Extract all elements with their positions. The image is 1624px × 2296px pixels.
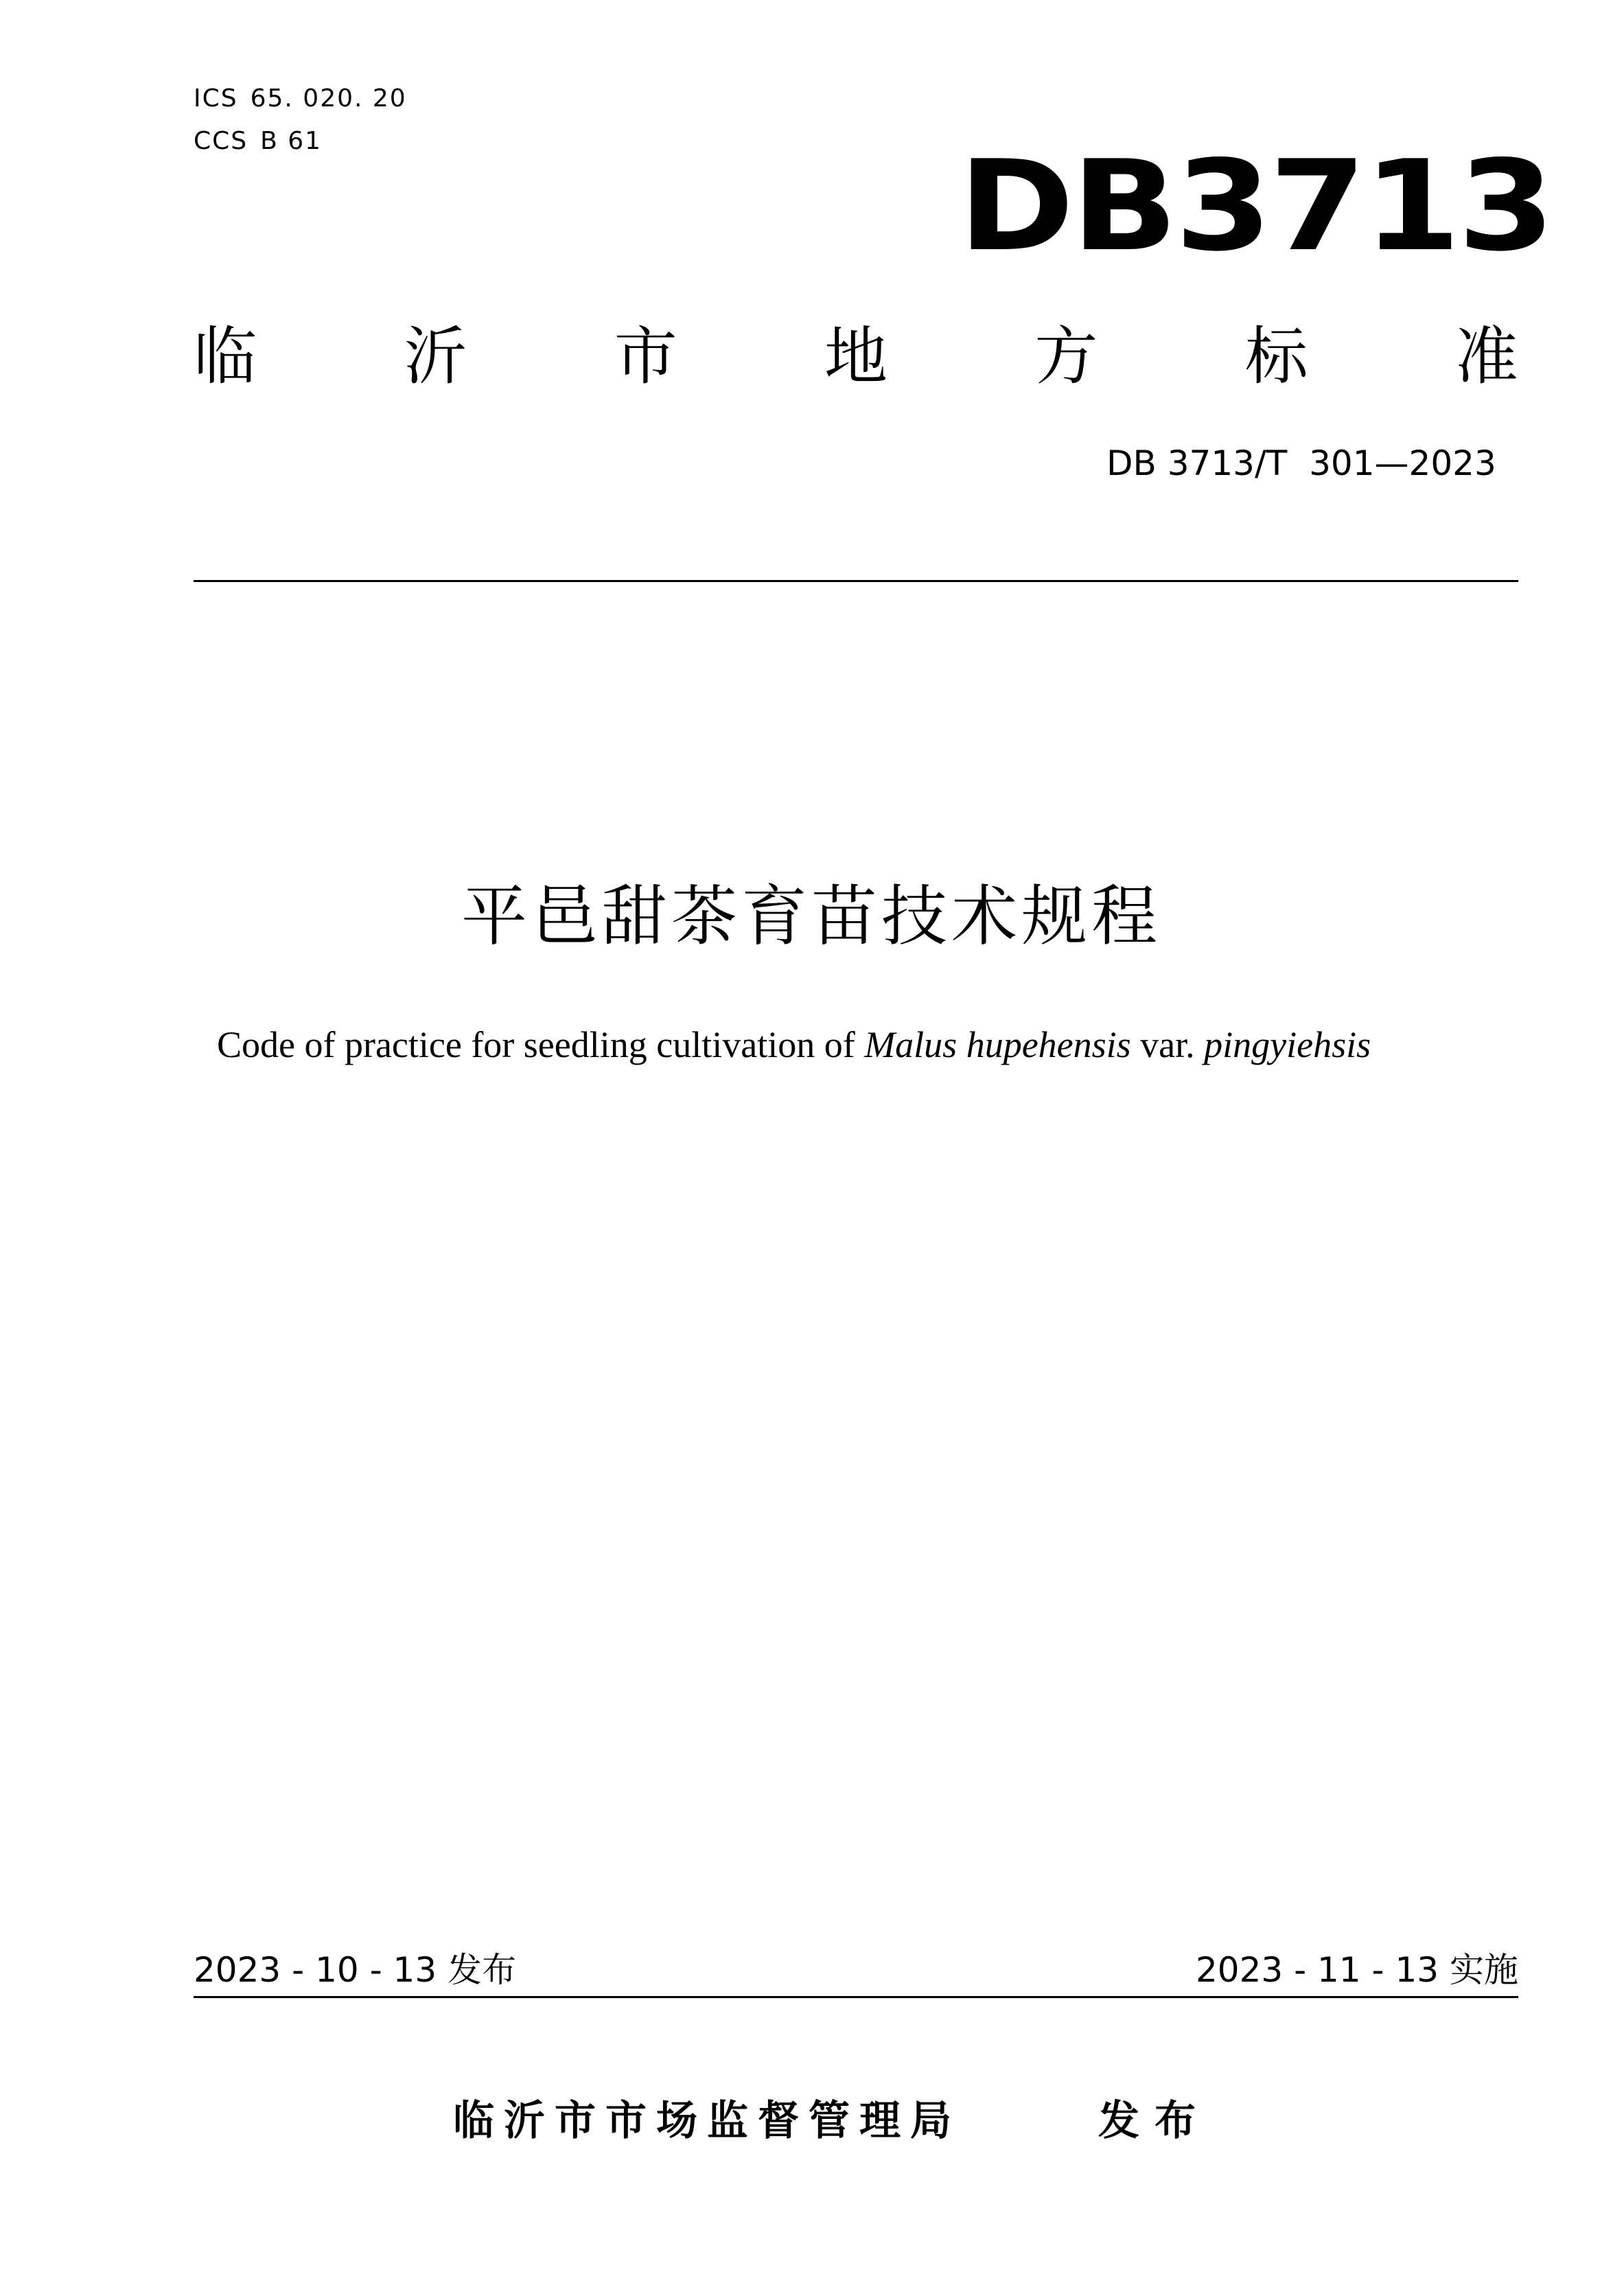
issue-date: 2023 - 10 - 13 发布 xyxy=(194,1950,517,1990)
standard-type-char: 方 xyxy=(1034,320,1098,393)
standard-type-char: 标 xyxy=(1244,320,1308,393)
ics-label: ICS xyxy=(194,84,238,113)
publish-label: 发布 xyxy=(1098,2097,1211,2145)
top-divider xyxy=(194,580,1518,582)
db-logo: DB3713 xyxy=(958,133,1553,279)
title-english-species: Malus hupehensis xyxy=(864,1024,1131,1065)
ccs-code xyxy=(194,126,322,156)
ics-value: 65. 020. 20 xyxy=(250,84,407,113)
title-english-var: var. xyxy=(1130,1024,1205,1065)
title-english-prefix: Code of practice for seedling cultivation of xyxy=(217,1024,865,1065)
ccs-label: CCS xyxy=(194,127,248,155)
bottom-divider xyxy=(194,1996,1518,1998)
standard-type-char: 准 xyxy=(1454,320,1518,393)
title-english-variety: pingyiehsis xyxy=(1204,1024,1371,1065)
ccs-value: B 61 xyxy=(260,127,323,155)
standard-type-heading xyxy=(194,320,1518,393)
implementation-date: 2023 - 11 - 13 实施 xyxy=(1195,1950,1518,1990)
title-english xyxy=(217,1023,1371,1067)
issuing-authority: 临沂市市场监督管理局 xyxy=(453,2097,961,2145)
standard-type-char: 地 xyxy=(824,320,888,393)
standard-type-char: 市 xyxy=(614,320,677,393)
ics-code xyxy=(194,84,407,114)
standard-type-char: 沂 xyxy=(404,320,467,393)
title-chinese: 平邑甜茶育苗技术规程 xyxy=(461,878,1161,955)
standard-number: DB 3713/T 301—2023 xyxy=(1106,443,1496,483)
standard-type-char: 临 xyxy=(194,320,257,393)
